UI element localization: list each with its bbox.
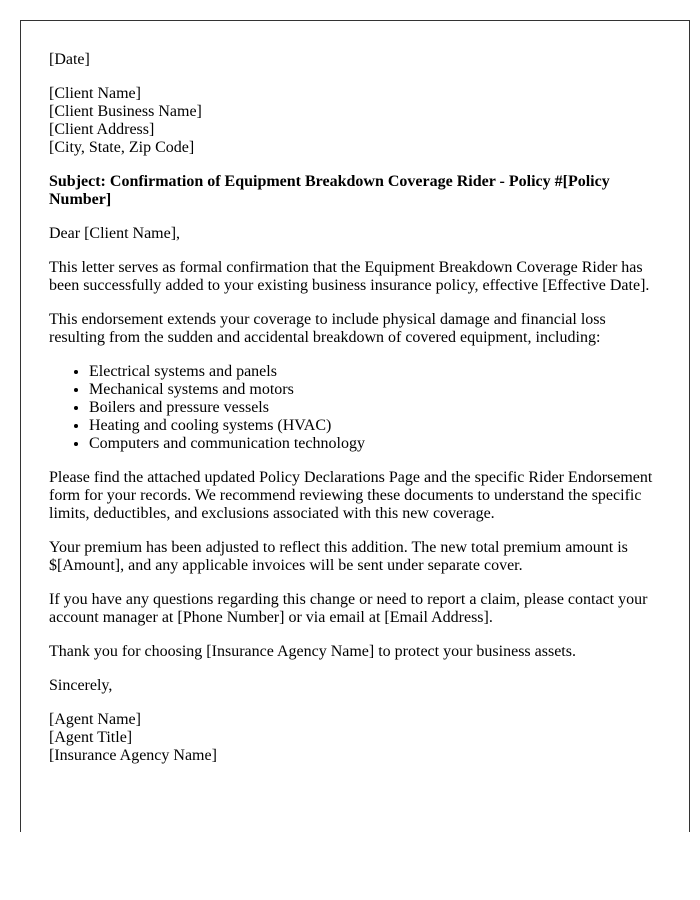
recipient-address-block [49,85,661,157]
agent-title: [Agent Title] [49,729,133,746]
contact-paragraph: If you have any questions regarding this change or need to report a claim, please contact your account manager at [Phone Number] or via email at [Email Address]. [49,591,648,626]
thank-you-paragraph: Thank you for choosing [Insurance Agency Name] to protect your business assets. [49,643,576,660]
recipient-business-name: [Client Business Name] [49,103,202,120]
coverage-list-item: • Mechanical systems and motors [89,381,661,399]
letter-subject: Subject: Confirmation of Equipment Breakdown Coverage Rider - Policy #[Policy Number] [49,173,610,208]
recipient-address: [Client Address] [49,121,155,138]
signature-block [49,711,661,765]
recipient-client-name: [Client Name] [49,85,141,102]
letter-sign-off: Sincerely, [49,677,113,694]
recipient-city-state-zip: [City, State, Zip Code] [49,139,195,156]
agent-name: [Agent Name] [49,711,141,728]
coverage-list [49,363,661,453]
agency-name: [Insurance Agency Name] [49,747,217,764]
confirmation-paragraph: This letter serves as formal confirmation that the Equipment Breakdown Coverage Rider has been successfully added to your existing business insurance policy, effective [Effective Date]. [49,259,650,294]
coverage-list-item: • Boilers and pressure vessels [89,399,661,417]
letter-page [20,20,690,832]
coverage-list-item: • Heating and cooling systems (HVAC) [89,417,661,435]
coverage-intro-paragraph: This endorsement extends your coverage to include physical damage and financial loss resulting from the sudden and accidental breakdown of covered equipment, including: [49,311,606,346]
letter-salutation: Dear [Client Name], [49,225,181,242]
coverage-list-item: • Electrical systems and panels [89,363,661,381]
coverage-list-item: • Computers and communication technology [89,435,661,453]
premium-paragraph: Your premium has been adjusted to reflect this addition. The new total premium amount is $[Amount], and any applicable invoices will be sent under separate cover. [49,539,628,574]
attachments-paragraph: Please find the attached updated Policy Declarations Page and the specific Rider Endorsement form for your records. We recommend reviewing these documents to understand the specific limits, deductibles, and exclusions associated with this new coverage. [49,469,653,522]
letter-date: [Date] [49,51,90,68]
